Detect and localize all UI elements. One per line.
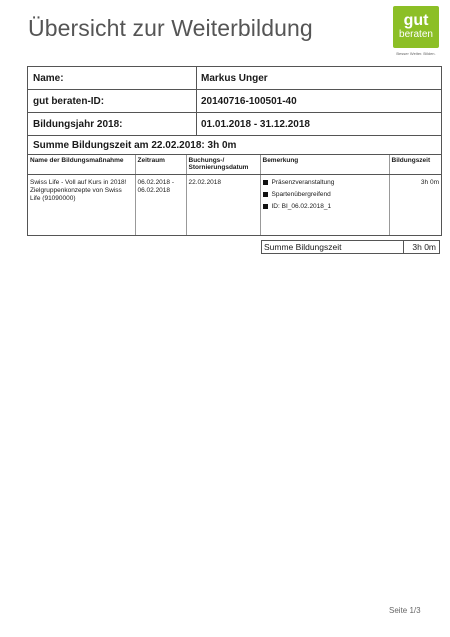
column-header: Buchungs-/ Stornierungsdatum bbox=[186, 155, 260, 174]
total-label: Summe Bildungszeit bbox=[262, 241, 404, 253]
info-row-id bbox=[28, 90, 441, 113]
brand-logo bbox=[393, 6, 439, 56]
info-row-year bbox=[28, 113, 441, 136]
logo-word-gut: gut bbox=[403, 11, 429, 29]
remark-text: Präsenzveranstaltung bbox=[271, 178, 335, 186]
course-remarks bbox=[260, 174, 389, 235]
course-period: 06.02.2018 - 06.02.2018 bbox=[135, 174, 186, 235]
info-value: 01.01.2018 - 31.12.2018 bbox=[201, 118, 310, 130]
remark-text: ID: BI_06.02.2018_1 bbox=[271, 202, 332, 210]
remark-text: Spartenübergreifend bbox=[271, 190, 331, 198]
course-name: Swiss Life - Voll auf Kurs in 2018! Zielgruppenkonzepte von Swiss Life (91090000) bbox=[28, 174, 135, 235]
info-panel bbox=[27, 66, 442, 236]
info-value: 20140716-100501-40 bbox=[201, 95, 297, 107]
bullet-square-icon bbox=[263, 204, 268, 209]
info-label: Name: bbox=[28, 67, 197, 89]
info-label: gut beraten-ID: bbox=[28, 90, 197, 112]
summary-line: Summe Bildungszeit am 22.02.2018: 3h 0m bbox=[28, 136, 441, 155]
course-time: 3h 0m bbox=[389, 174, 441, 235]
remark-item bbox=[263, 179, 387, 187]
column-header: Bildungszeit bbox=[389, 155, 441, 174]
table-header-row bbox=[28, 155, 441, 174]
bullet-square-icon bbox=[263, 192, 268, 197]
logo-tagline: Besser Weiter. Bilden. bbox=[396, 51, 436, 56]
total-value: 3h 0m bbox=[412, 242, 436, 252]
remark-item bbox=[263, 203, 387, 211]
course-booking-date: 22.02.2018 bbox=[186, 174, 260, 235]
column-header: Bemerkung bbox=[260, 155, 389, 174]
info-value: Markus Unger bbox=[201, 72, 268, 84]
column-header: Zeitraum bbox=[135, 155, 186, 174]
bullet-square-icon bbox=[263, 180, 268, 185]
table-row bbox=[28, 174, 441, 235]
info-label: Bildungsjahr 2018: bbox=[28, 113, 197, 135]
page-number: Seite 1/3 bbox=[389, 606, 421, 615]
column-header: Name der Bildungsmaßnahme bbox=[28, 155, 135, 174]
remark-item bbox=[263, 191, 387, 199]
courses-table bbox=[28, 155, 441, 236]
logo-word-beraten: beraten bbox=[399, 28, 433, 40]
info-row-name bbox=[28, 67, 441, 90]
page-title: Übersicht zur Weiterbildung bbox=[28, 15, 313, 41]
total-box bbox=[261, 240, 440, 254]
logo-badge bbox=[393, 6, 439, 48]
